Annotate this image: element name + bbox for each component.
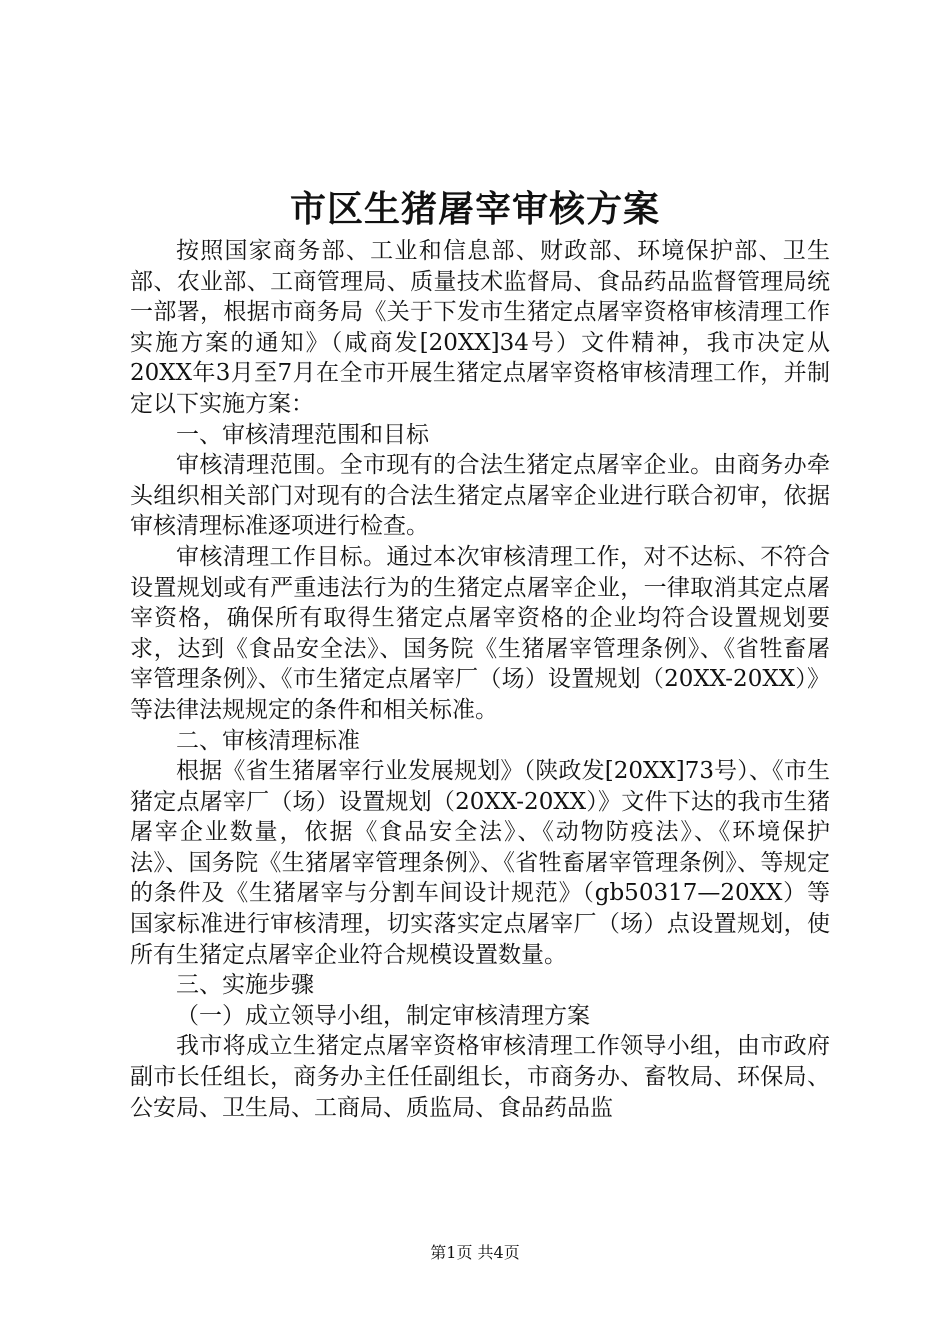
page-footer: 第1页 共4页 — [430, 1243, 520, 1262]
section-heading-2: 二、审核清理标准 — [176, 727, 360, 754]
document-title: 市区生猪屠宰审核方案 — [289, 188, 660, 230]
section-heading-1: 一、审核清理范围和目标 — [176, 421, 429, 448]
paragraph-scope: 审核清理范围。全市现有的合法生猪定点屠宰企业。由商务办牵头组织相关部门对现有的合法生猪定点屠宰企业进行联合初审，依据审核清理标准逐项进行检查。 — [130, 452, 830, 540]
document-body — [130, 236, 830, 1123]
paragraph-goal: 审核清理工作目标。通过本次审核清理工作，对不达标、不符合设置规划或有严重违法行为的生猪定点屠宰企业，一律取消其定点屠宰资格，确保所有取得生猪定点屠宰资格的企业均符合设置规划要求，达到《食品安全法》、国务院《生猪屠宰管理条例》、《省牲畜屠宰管理条例》、《市生猪定点屠宰厂（场）设置规划（20XX-20XX）》等法律法规规定的条件和相关标准。 — [130, 543, 830, 723]
paragraph-intro: 按照国家商务部、工业和信息部、财政部、环境保护部、卫生部、农业部、工商管理局、质量技术监督局、食品药品监督管理局统一部署，根据市商务局《关于下发市生猪定点屠宰资格审核清理工作实施方案的通知》（咸商发[20XX]34号）文件精神，我市决定从20XX年3月至7月在全市开展生猪定点屠宰资格审核清理工作，并制定以下实施方案： — [130, 238, 830, 417]
subsection-heading-1: （一）成立领导小组，制定审核清理方案 — [176, 1002, 590, 1029]
paragraph-standard: 根据《省生猪屠宰行业发展规划》（陕政发[20XX]73号）、《市生猪定点屠宰厂（场）设置规划（20XX-20XX）》文件下达的我市生猪屠宰企业数量，依据《食品安全法》、《动物防疫法》、《环境保护法》、国务院《生猪屠宰管理条例》、《省牲畜屠宰管理条例》、等规定的条件及《生猪屠宰与分割车间设计规范》（gb50317—20XX）等国家标准进行审核清理，切实落实定点屠宰厂（场）点设置规划，使所有生猪定点屠宰企业符合规模设置数量。 — [130, 758, 830, 968]
paragraph-leadership: 我市将成立生猪定点屠宰资格审核清理工作领导小组，由市政府副市长任组长，商务办主任任副组长，市商务办、畜牧局、环保局、公安局、卫生局、工商局、质监局、食品药品监 — [130, 1033, 830, 1121]
section-heading-3: 三、实施步骤 — [176, 972, 314, 999]
